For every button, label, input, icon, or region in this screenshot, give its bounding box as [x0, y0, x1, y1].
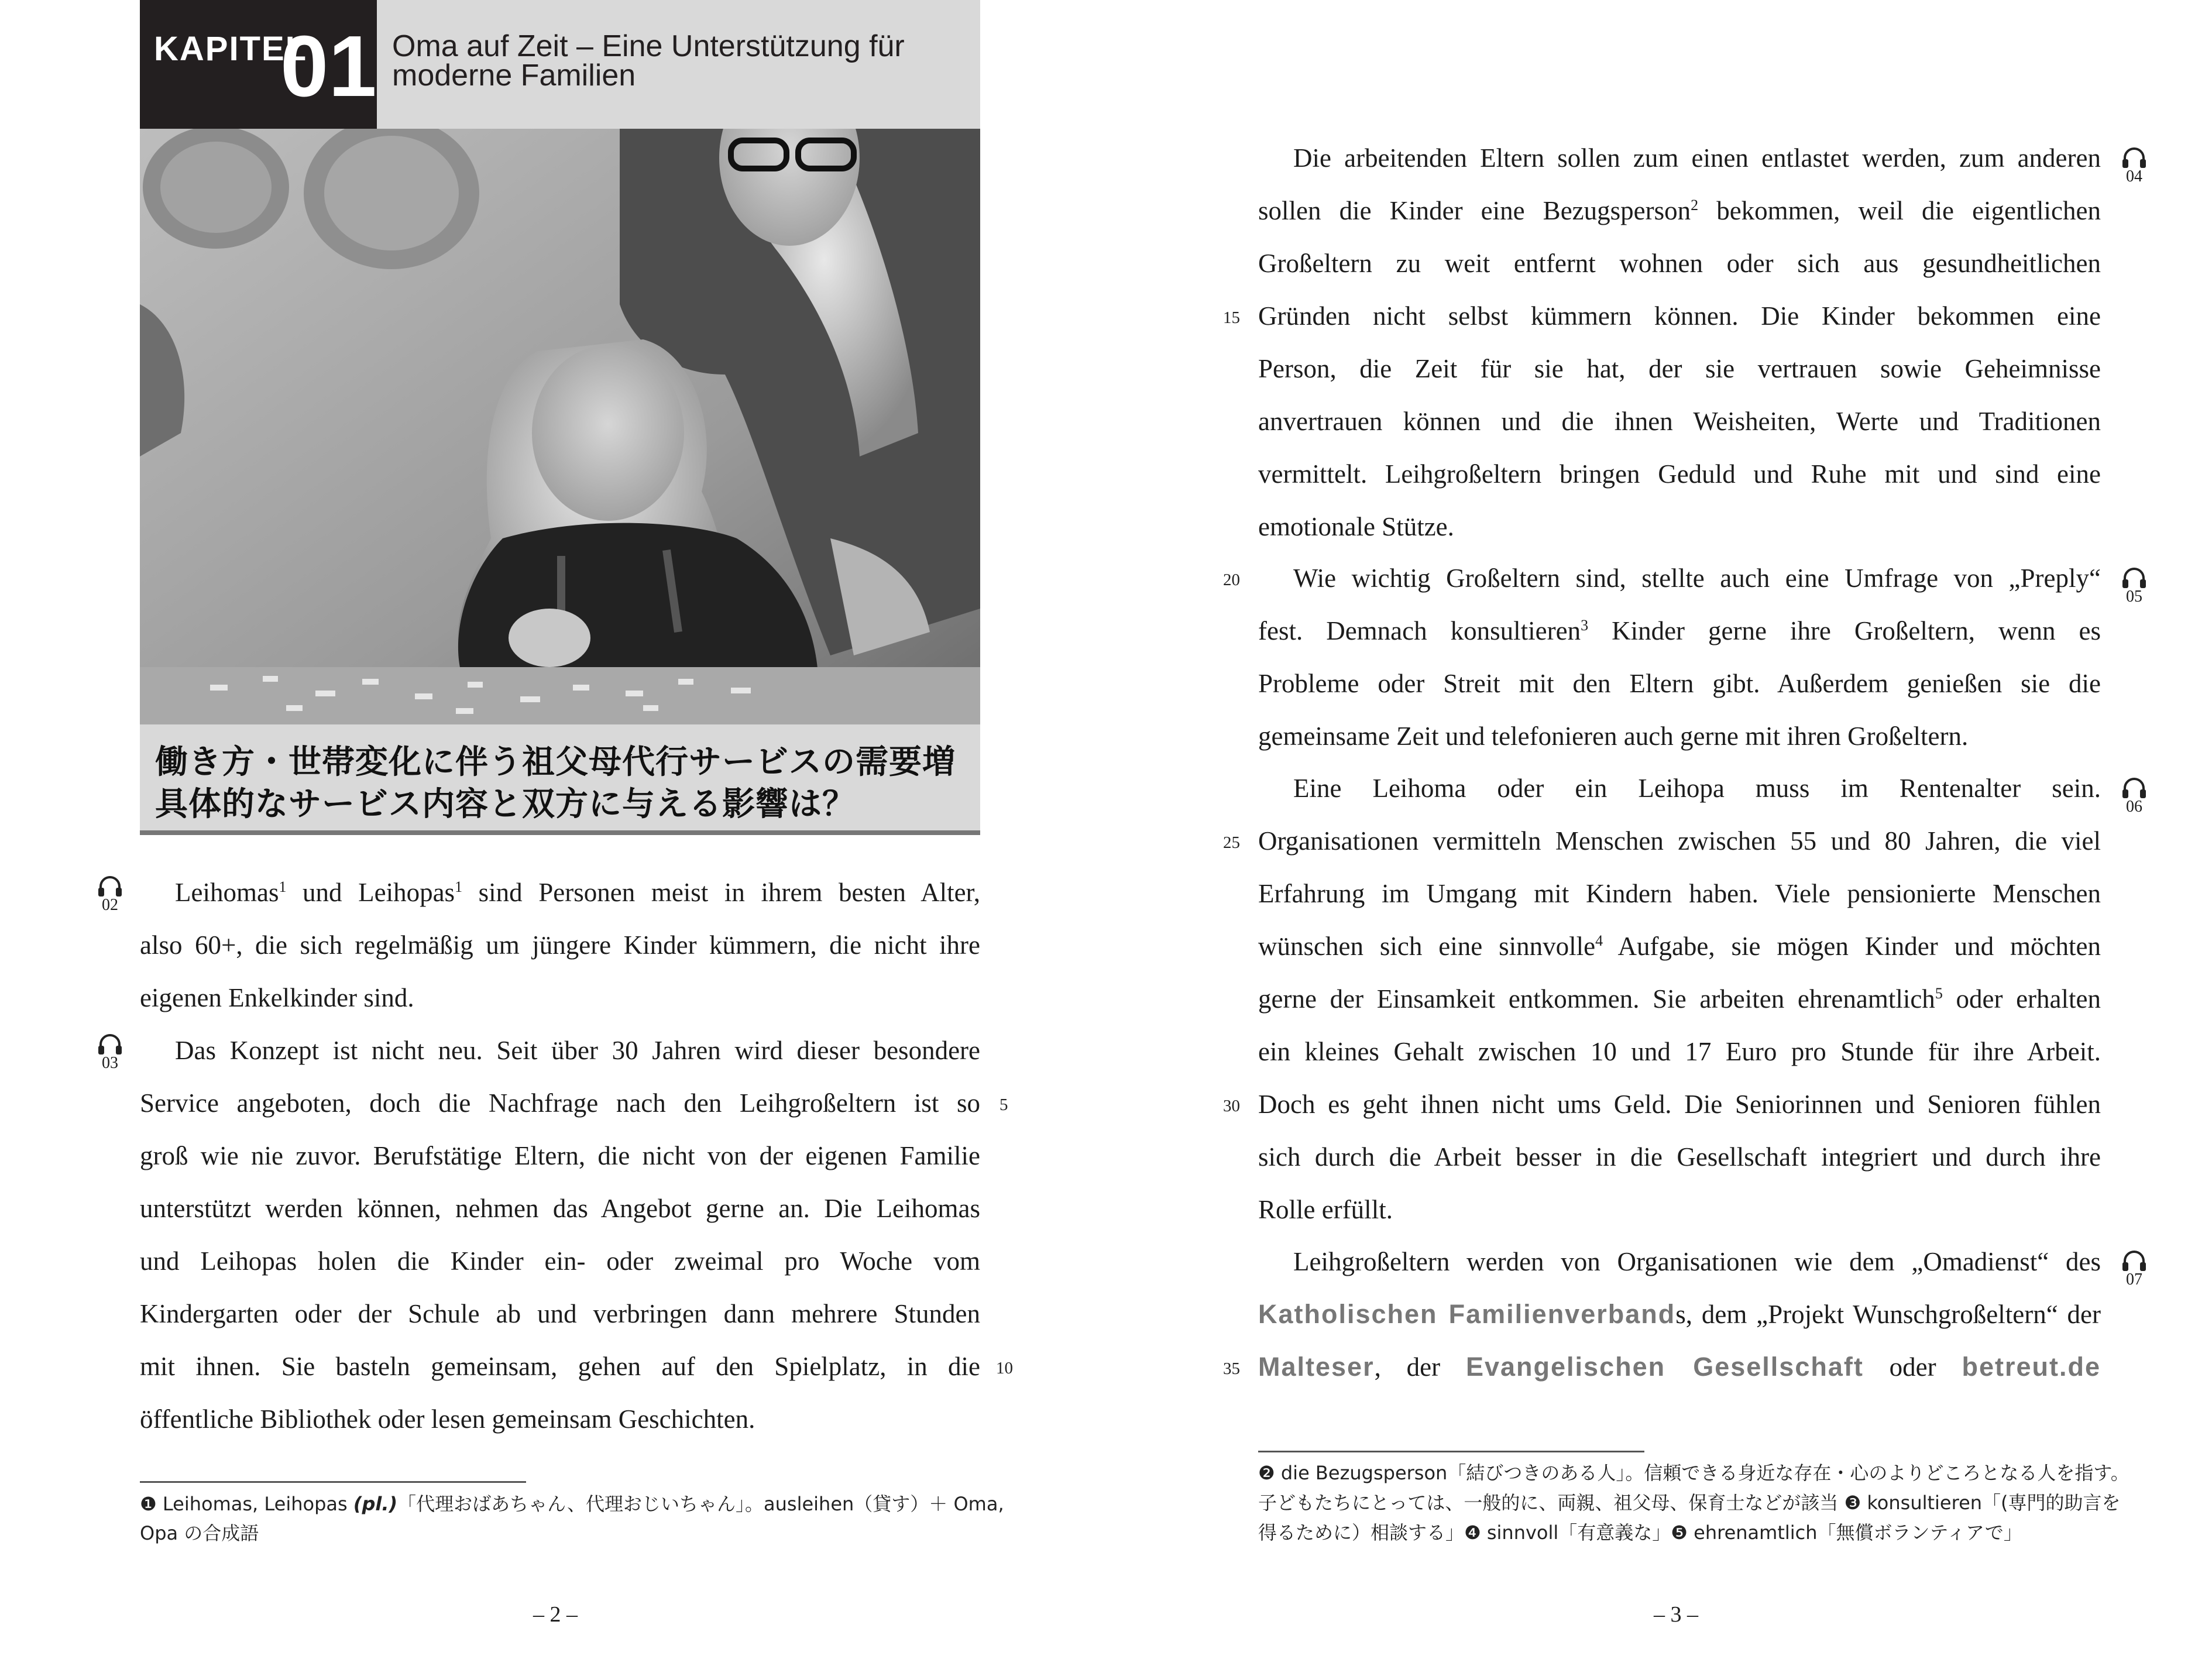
footnote-line: 得るために）相談する」❹ sinnvoll「有意義な」❺ ehrenamtlich「無償ボランティアで」 — [1258, 1521, 2022, 1544]
text-line: Kindergarten oder der Schule ab und verbringen dann mehrere Stunden — [140, 1299, 980, 1328]
chapter-title-line-1: Oma auf Zeit – Eine Unterstützung für — [392, 29, 905, 63]
text-line: Malteser, der Evangelischen Gesellschaft oder betreut.de — [1258, 1352, 2101, 1382]
headphones-icon — [2121, 777, 2147, 799]
line-number: 25 — [1223, 833, 1240, 852]
text-line: gerne der Einsamkeit entkommen. Sie arbeiten ehrenamtlich$^5$ oder erhalten — [1258, 984, 2101, 1014]
text-line: Leihomas$^1$ und Leihopas$^1$ sind Personen meist in ihrem besten Alter, — [175, 878, 980, 907]
audio-track-06[interactable] — [2117, 777, 2152, 823]
chapter-title — [392, 29, 966, 92]
headphones-icon — [97, 1033, 123, 1055]
text-line: Leihgroßeltern werden von Organisationen wie dem „Omadienst“ des — [1293, 1247, 2101, 1276]
text-line: Erfahrung im Umgang mit Kindern haben. Viele pensionierte Menschen — [1258, 879, 2101, 908]
text-line: öffentliche Bibliothek oder lesen gemeinsam Geschichten. — [140, 1404, 755, 1434]
chapter-label: KAPITEL — [154, 30, 308, 68]
text-line: groß wie nie zuvor. Berufstätige Eltern, die nicht von der eigenen Familie — [140, 1141, 980, 1170]
audio-track-05[interactable] — [2117, 566, 2152, 613]
page-number-right: – 3 – — [1654, 1602, 1698, 1627]
line-number: 15 — [1223, 308, 1240, 327]
headphones-icon — [97, 875, 123, 897]
footnote-divider — [1258, 1451, 1644, 1452]
chapter-title-line-2: moderne Familien — [392, 59, 636, 92]
headphones-icon — [2121, 566, 2147, 589]
text-line: Service angeboten, doch die Nachfrage nach den Leihgroßeltern ist so — [140, 1088, 980, 1118]
headphones-icon — [2121, 146, 2147, 169]
text-line: Rolle erfüllt. — [1258, 1195, 1393, 1224]
japanese-subtitle-box — [140, 724, 980, 835]
audio-track-number: 06 — [2126, 798, 2142, 816]
page-number-left: – 2 – — [533, 1602, 578, 1627]
text-line: Die arbeitenden Eltern sollen zum einen entlastet werden, zum anderen — [1293, 143, 2101, 173]
text-line: und Leihopas holen die Kinder ein- oder zweimal pro Woche vom — [140, 1246, 980, 1276]
footnote-line: ❷ die Bezugsperson「結びつきのある人」。信頼できる身近な存在・心のよりどころとなる人を指す。 — [1258, 1462, 2129, 1484]
line-number: 10 — [996, 1359, 1013, 1378]
text-line: anvertrauen können und die ihnen Weisheiten, Werte und Traditionen — [1258, 407, 2101, 436]
audio-track-number: 07 — [2126, 1270, 2142, 1289]
text-line: also 60+, die sich regelmäßig um jüngere Kinder kümmern, die nicht ihre — [140, 930, 980, 960]
text-line: Katholischen Familienverbands, dem „Projekt Wunschgroßeltern“ der — [1258, 1299, 2101, 1329]
audio-track-02[interactable] — [92, 875, 128, 922]
footnote-1-line-1: ❶ Leihomas, Leihopas (pl.)「代理おばあちゃん、代理おじいちゃん」。ausleihen（貸す）＋ Oma, — [140, 1493, 1004, 1515]
org-evangelische-gesellschaft: Evangelischen Gesellschaft — [1465, 1352, 1864, 1382]
footnote-1-line-2: Opa の合成語 — [140, 1522, 259, 1544]
audio-track-number: 03 — [102, 1054, 118, 1072]
audio-track-number: 04 — [2126, 167, 2142, 186]
text-line: Das Konzept ist nicht neu. Seit über 30 Jahren wird dieser besondere — [175, 1036, 980, 1065]
line-number: 5 — [999, 1095, 1008, 1114]
text-line: Probleme oder Streit mit den Eltern gibt. Außerdem genießen sie die — [1258, 669, 2101, 698]
text-line: vermittelt. Leihgroßeltern bringen Geduld und Ruhe mit und sind eine — [1258, 459, 2101, 489]
footnote-line: 子どもたちにとっては、一般的に、両親、祖父母、保育士などが該当 ❸ konsultieren「(専門的助言を — [1258, 1492, 2121, 1514]
chapter-photo — [140, 129, 980, 724]
text-line: Wie wichtig Großeltern sind, stellte auch eine Umfrage von „Preply“ — [1293, 564, 2101, 593]
text-line: Person, die Zeit für sie hat, der sie vertrauen sowie Geheimnisse — [1258, 354, 2101, 383]
text-line: ein kleines Gehalt zwischen 10 und 17 Euro pro Stunde für ihre Arbeit. — [1258, 1037, 2101, 1066]
footnote-divider — [140, 1481, 526, 1483]
chapter-badge — [140, 0, 377, 129]
headphones-icon — [2121, 1249, 2147, 1272]
text-line: sollen die Kinder eine Bezugsperson$^2$ bekommen, weil die eigentlichen — [1258, 196, 2101, 225]
text-line: Gründen nicht selbst kümmern können. Die Kinder bekommen eine — [1258, 301, 2101, 331]
chapter-title-box — [377, 0, 980, 129]
text-line: Eine Leihoma oder ein Leihopa muss im Rentenalter sein. — [1293, 774, 2101, 803]
text-line: eigenen Enkelkinder sind. — [140, 983, 414, 1012]
text-line: unterstützt werden können, nehmen das Angebot gerne an. Die Leihomas — [140, 1194, 980, 1223]
line-number: 35 — [1223, 1359, 1240, 1378]
org-katholischer-familienverband: Katholischen Familienverband — [1258, 1299, 1676, 1329]
photo-grandmother-and-girl-puzzle — [140, 129, 980, 724]
chapter-number: 01 — [280, 18, 377, 115]
japanese-subtitle-line-2: 具体的なサービス内容と双方に与える影響は？ — [155, 785, 856, 822]
text-line: Großeltern zu weit entfernt wohnen oder sich aus gesundheitlichen — [1258, 249, 2101, 278]
audio-track-07[interactable] — [2117, 1249, 2152, 1296]
text-line: wünschen sich eine sinnvolle$^4$ Aufgabe, sie mögen Kinder und möchten — [1258, 932, 2101, 961]
text-line: gemeinsame Zeit und telefonieren auch gerne mit ihren Großeltern. — [1258, 722, 1969, 751]
audio-track-number: 05 — [2126, 588, 2142, 606]
audio-track-number: 02 — [102, 896, 118, 914]
text-line: Organisationen vermitteln Menschen zwischen 55 und 80 Jahren, die viel — [1258, 826, 2101, 856]
audio-track-04[interactable] — [2117, 146, 2152, 193]
line-number: 20 — [1223, 571, 1240, 589]
text-line: mit ihnen. Sie basteln gemeinsam, gehen auf den Spielplatz, in die — [140, 1352, 980, 1381]
japanese-subtitle-line-1: 働き方・世帯変化に伴う祖父母代行サービスの需要増 — [155, 743, 956, 780]
text-line: emotionale Stütze. — [1258, 512, 1454, 541]
text-line: fest. Demnach konsultieren$^3$ Kinder gerne ihre Großeltern, wenn es — [1258, 616, 2101, 645]
text-line: sich durch die Arbeit besser in die Gesellschaft integriert und durch ihre — [1258, 1142, 2101, 1172]
org-betreut-de: betreut.de — [1962, 1352, 2101, 1382]
audio-track-03[interactable] — [92, 1033, 128, 1080]
text-line: Doch es geht ihnen nicht ums Geld. Die Seniorinnen und Senioren fühlen — [1258, 1090, 2101, 1119]
line-number: 30 — [1223, 1097, 1240, 1115]
